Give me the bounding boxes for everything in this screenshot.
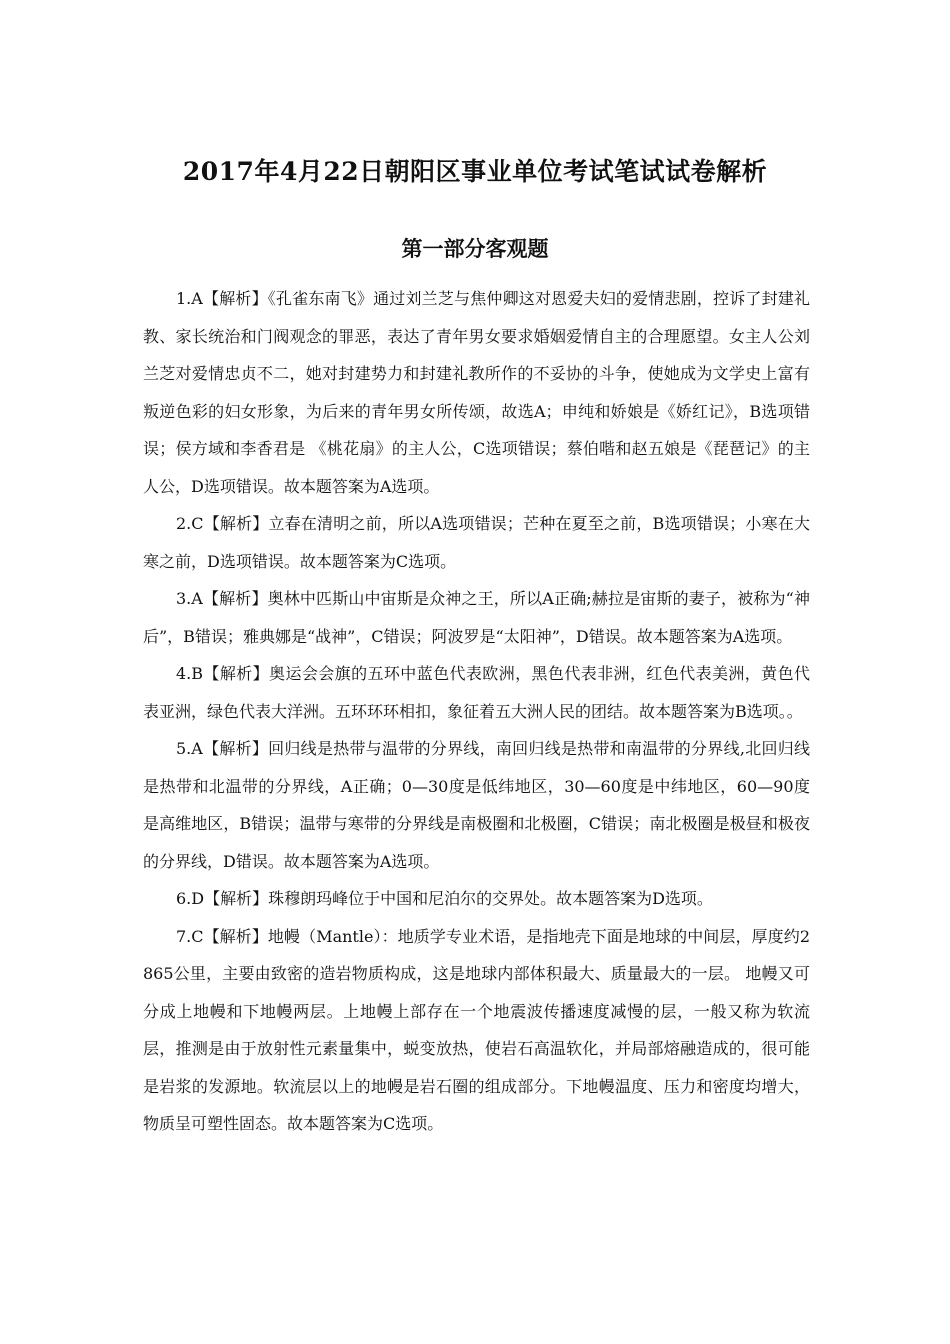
answer-paragraph-5: 5.A【解析】回归线是热带与温带的分界线，南回归线是热带和南温带的分界线,北回归线是热带和北温带的分界线，A正确；0—30度是低纬地区，30—60度是中纬地区，60—90度是高维地区，B错误；温带与寒带的分界线是南极圈和北极圈，C错误；南北极圈是极昼和极夜的分界线，D错误。故本题答案为A选项。 [143,739,810,871]
section-title: 第一部分客观题 [401,236,549,261]
answer-paragraph-2: 2.C【解析】立春在清明之前，所以A选项错误；芒种在夏至之前，B选项错误；小寒在大寒之前，D选项错误。故本题答案为C选项。 [143,514,810,571]
page-title: 2017年4月22日朝阳区事业单位考试笔试试卷解析 [182,157,768,186]
answer-paragraph-6: 6.D【解析】珠穆朗玛峰位于中国和尼泊尔的交界处。故本题答案为D选项。 [176,889,713,908]
answer-paragraph-1: 1.A【解析】《孔雀东南飞》通过刘兰芝与焦仲卿这对恩爱夫妇的爱情悲剧，控诉了封建礼教、家长统治和门阀观念的罪恶，表达了青年男女要求婚姻爱情自主的合理愿望。女主人公刘兰芝对爱情忠贞不二，她对封建势力和封建礼教所作的不妥协的斗争，使她成为文学史上富有叛逆色彩的妇女形象，为后来的青年男女所传颂，故选A；申纯和娇娘是《娇红记》，B选项错误；侯方域和李香君是 《桃花扇》的主人公，C选项错误；蔡伯喈和赵五娘是《琵琶记》的主人公，D选项错误。故本题答案为A选项。 [143,289,810,496]
answer-paragraph-7: 7.C【解析】地幔（Mantle）：地质学专业术语，是指地壳下面是地球的中间层，厚度约2865公里，主要由致密的造岩物质构成，这是地球内部体积最大、质量最大的一层。 地幔又可分成上地幔和下地幔两层。上地幔上部存在一个地震波传播速度减慢的层，一般又称为软流层，推测是由于放射性元素量集中，蜕变放热，使岩石高温软化，并局部熔融造成的，很可能是岩浆的发源地。软流层以上的地幔是岩石圈的组成部分。下地幔温度、压力和密度均增大，物质呈可塑性固态。故本题答案为C选项。 [143,926,810,1133]
answer-explanations [143,280,810,1143]
answer-paragraph-3: 3.A【解析】奥林中匹斯山中宙斯是众神之王，所以A正确;赫拉是宙斯的妻子，被称为“神后”，B错误；雅典娜是“战神”，C错误；阿波罗是“太阳神”，D错误。故本题答案为A选项。 [143,589,810,646]
answer-paragraph-4: 4.B【解析】奥运会会旗的五环中蓝色代表欧洲，黑色代表非洲，红色代表美洲，黄色代表亚洲，绿色代表大洋洲。五环环环相扣，象征着五大洲人民的团结。故本题答案为B选项。。 [143,664,810,721]
